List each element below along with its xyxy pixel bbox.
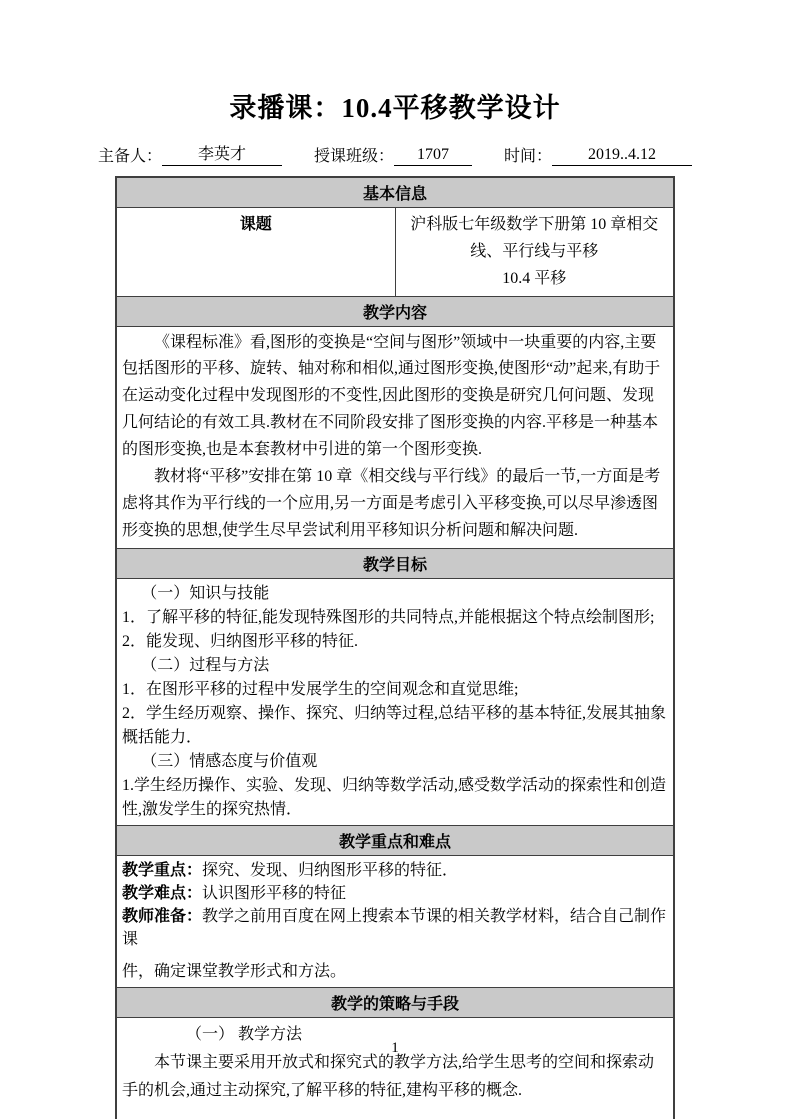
difficult-point-label: 教学难点：: [122, 884, 203, 902]
table-row: [116, 855, 674, 987]
page-number: 1: [391, 1040, 399, 1056]
objectives-cell: [116, 578, 674, 825]
meta-time-value: 2019..4.12: [552, 146, 692, 166]
table-row: [116, 987, 674, 1017]
table-row: [116, 177, 674, 208]
teacher-prep-line: [122, 905, 668, 951]
strategy-para-1: 本节课主要采用开放式和探究式的教学方法,给学生思考的空间和探索动手的机会,通过主动探究,了解平移的特征,建构平移的概念.: [122, 1053, 655, 1099]
meta-preparer-value: 李英才: [162, 141, 282, 166]
meta-time-label: 时间：: [504, 148, 553, 165]
objectives-item-1-2: 2．能发现、归纳图形平移的特征.: [122, 632, 359, 650]
objectives-item-2-2: 2．学生经历观察、操作、探究、归纳等过程,总结平移的基本特征,发展其抽象概括能力．: [122, 704, 667, 746]
meta-time: [504, 143, 692, 166]
key-point-text: 探究、发现、归纳图形平移的特征．: [202, 861, 459, 879]
strategy-sub-1: （一） 教学方法: [186, 1025, 303, 1043]
objectives-sub-3: （三）情感态度与价值观: [141, 752, 318, 770]
section-header-key-points: 教学重点和难点: [116, 825, 674, 855]
meta-class: [314, 143, 472, 166]
objectives-item-1-1: 1．了解平移的特征,能发现特殊图形的共同特点,并能根据这个特点绘制图形;: [122, 608, 655, 626]
section-header-teaching-content: 教学内容: [116, 296, 674, 326]
topic-content-cell: [395, 208, 674, 297]
topic-line-1: 沪科版七年级数学下册第 10 章相交线、平行线与平移: [410, 216, 659, 261]
table-row: [116, 208, 674, 297]
teacher-prep-continuation: 件，确定课堂教学形式和方法。: [122, 963, 347, 981]
meta-preparer: [98, 141, 282, 166]
key-points-cell: [116, 855, 674, 987]
page-title: 录播课：10.4平移教学设计: [229, 93, 561, 123]
section-header-basic-info: 基本信息: [116, 177, 674, 208]
teaching-content-para-1: 《课程标准》看,图形的变换是“空间与图形”领域中一块重要的内容,主要包括图形的平移、旋转、轴对称和相似,通过图形变换,使图形“动”起来,有助于在运动变化过程中发现图形的不变性,因此图形的变换是研究几何问题、发现几何结论的有效工具.教材在不同阶段安排了图形变换的内容.平移是一种基本的图形变换,也是本套教材中引进的第一个图形变换.: [122, 333, 661, 459]
teaching-content-cell: [116, 326, 674, 548]
objectives-item-2-1: 1．在图形平移的过程中发展学生的空间观念和直觉思维;: [122, 680, 519, 698]
teaching-content-para-2: 教材将“平移”安排在第 10 章《相交线与平行线》的最后一节,一方面是考虑将其作为平行线的一个应用,另一方面是考虑引入平移变换,可以尽早渗透图形变换的思想,使学生尽早尝试利用平移知识分析问题和解决问题.: [122, 467, 661, 539]
section-header-objectives: 教学目标: [116, 548, 674, 578]
key-point-label: 教学重点：: [122, 861, 203, 879]
topic-label-cell: 课题: [116, 208, 395, 297]
teacher-prep-label: 教师准备：: [122, 907, 203, 925]
meta-preparer-label: 主备人：: [97, 148, 162, 165]
objectives-sub-1: （一）知识与技能: [141, 584, 270, 602]
difficult-point-text: 认识图形平移的特征: [202, 884, 347, 902]
section-header-strategy: 教学的策略与手段: [116, 987, 674, 1017]
difficult-point-line: [122, 882, 668, 905]
objectives-item-3-1: 1.学生经历操作、实验、发现、归纳等数学活动,感受数学活动的探索性和创造性,激发学生的探究热情．: [122, 776, 667, 818]
table-row: [116, 296, 674, 326]
table-row: [116, 326, 674, 548]
meta-row: [0, 141, 790, 166]
meta-class-label: 授课班级：: [313, 148, 394, 165]
table-row: [116, 825, 674, 855]
key-point-line: [122, 859, 668, 882]
meta-class-value: 1707: [394, 146, 472, 166]
topic-line-2: 10.4 平移: [502, 270, 567, 288]
strategy-cell: [116, 1017, 674, 1119]
teaching-design-table: [115, 176, 675, 1119]
table-row: [116, 578, 674, 825]
table-row: [116, 548, 674, 578]
teacher-prep-text: 教学之前用百度在网上搜索本节课的相关教学材料，结合自己制作课: [122, 907, 667, 949]
table-row: [116, 1017, 674, 1119]
objectives-sub-2: （二）过程与方法: [141, 656, 270, 674]
